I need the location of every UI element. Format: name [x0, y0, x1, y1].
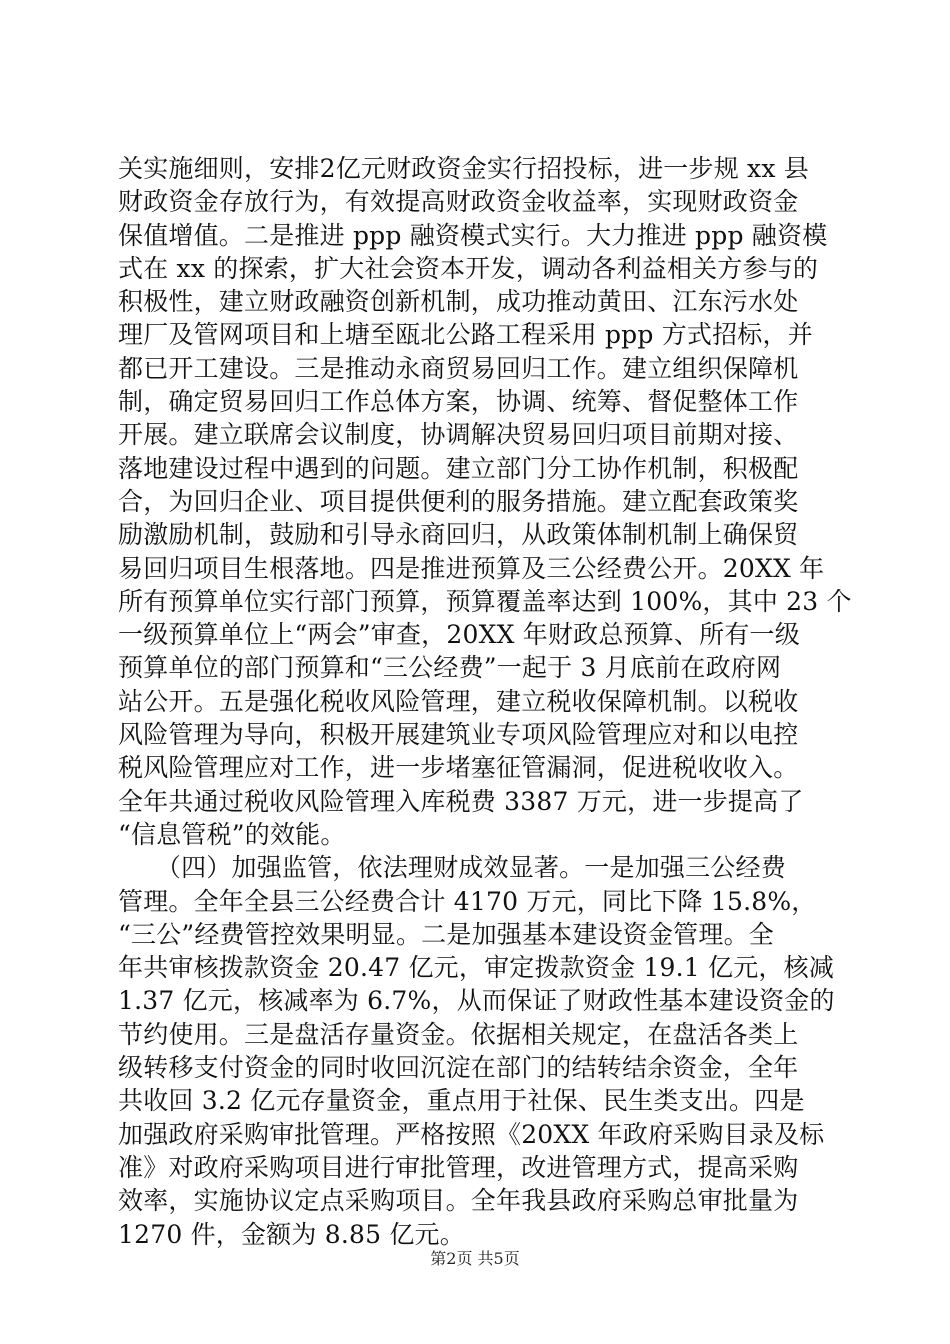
text-line: 开展。建立联席会议制度，协调解决贸易回归项目前期对接、	[118, 420, 799, 450]
text-line: 节约使用。三是盘活存量资金。依据相关规定，在盘活各类上	[118, 1019, 799, 1049]
text-line: 全年共通过税收风险管理入库税费 3387 万元，进一步提高了	[118, 786, 804, 816]
text-line: 共收回 3.2 亿元存量资金，重点用于社保、民生类支出。四是	[118, 1086, 805, 1116]
text-line: 保值增值。二是推进 ppp 融资模式实行。大力推进 ppp 融资模	[118, 220, 828, 250]
text-line: 都已开工建设。三是推动永商贸易回归工作。建立组织保障机	[118, 353, 799, 383]
page-number-footer: 第2页 共5页	[430, 1249, 520, 1268]
text-line: 易回归项目生根落地。四是推进预算及三公经费公开。20XX 年	[118, 553, 825, 583]
text-line: 财政资金存放行为，有效提高财政资金收益率，实现财政资金	[118, 187, 799, 217]
text-line: 积极性，建立财政融资创新机制，成功推动黄田、江东污水处	[118, 287, 799, 317]
body-text	[118, 152, 852, 1251]
text-line: 合，为回归企业、项目提供便利的服务措施。建立配套政策奖	[118, 486, 799, 516]
text-line: 1270 件，金额为 8.85 亿元。	[118, 1219, 465, 1249]
text-line: “信息管税”的效能。	[118, 819, 346, 849]
text-line: 制，确定贸易回归工作总体方案，协调、统筹、督促整体工作	[118, 387, 799, 417]
text-line: 1.37 亿元，核减率为 6.7%，从而保证了财政性基本建设资金的	[118, 986, 835, 1016]
text-line: 所有预算单位实行部门预算，预算覆盖率达到 100%，其中 23 个	[118, 586, 852, 616]
text-line: 效率，实施协议定点采购项目。全年我县政府采购总审批量为	[118, 1186, 799, 1216]
text-line: 理厂及管网项目和上塘至瓯北公路工程采用 ppp 方式招标，并	[118, 320, 813, 350]
text-line: 式在 xx 的探索，扩大社会资本开发，调动各利益相关方参与的	[118, 253, 819, 283]
text-line: （四）加强监管，依法理财成效显著。一是加强三公经费	[118, 853, 786, 883]
text-line: 关实施细则，安排2亿元财政资金实行招投标，进一步规 xx 县	[118, 154, 809, 183]
text-line: 励激励机制，鼓励和引导永商回归，从政策体制机制上确保贸	[118, 520, 799, 550]
text-line: 落地建设过程中遇到的问题。建立部门分工协作机制，积极配	[118, 453, 799, 483]
text-line: 预算单位的部门预算和“三公经费”一起于 3 月底前在政府网	[118, 653, 782, 683]
text-line: 管理。全年全县三公经费合计 4170 万元，同比下降 15.8%，	[118, 886, 817, 916]
text-line: “三公”经费管控效果明显。二是加强基本建设资金管理。全	[118, 919, 774, 949]
text-line: 级转移支付资金的同时收回沉淀在部门的结转结余资金，全年	[118, 1053, 799, 1083]
text-line: 一级预算单位上“两会”审查，20XX 年财政总预算、所有一级	[118, 620, 800, 650]
text-line: 站公开。五是强化税收风险管理，建立税收保障机制。以税收	[118, 686, 799, 716]
text-line: 准》对政府采购项目进行审批管理，改进管理方式，提高采购	[118, 1152, 799, 1182]
text-line: 税风险管理应对工作，进一步堵塞征管漏洞，促进税收收入。	[118, 753, 799, 783]
text-line: 年共审核拨款资金 20.47 亿元，审定拨款资金 19.1 亿元，核减	[118, 953, 835, 983]
text-line: 风险管理为导向，积极开展建筑业专项风险管理应对和以电控	[118, 720, 799, 750]
text-line: 加强政府采购审批管理。严格按照《20XX 年政府采购目录及标	[118, 1119, 825, 1149]
